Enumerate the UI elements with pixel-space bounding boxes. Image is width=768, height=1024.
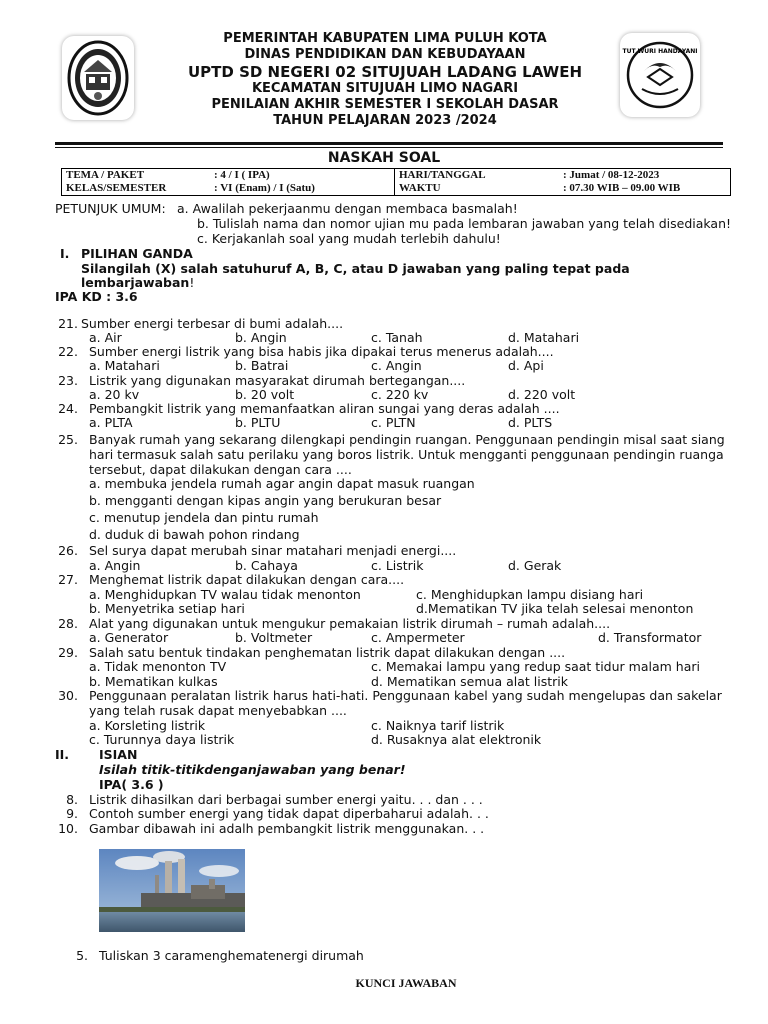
q21-number: 21. — [58, 316, 78, 331]
instruction-2-end: ! — [189, 275, 195, 290]
q29-option-a: a. Tidak menonton TV — [89, 659, 227, 674]
isian-9-number: 9. — [66, 806, 78, 821]
q25-text-line-3: tersebut, dapat dilakukan dengan cara .... — [89, 462, 352, 477]
q28-option-b: b. Voltmeter — [235, 630, 313, 645]
petunjuk-a: a. Awalilah pekerjaanmu dengan membaca basmalah! — [177, 201, 518, 216]
q30-text-line-2: yang telah rusak dapat menyebabkan .... — [89, 703, 347, 718]
q22-number: 22. — [58, 344, 78, 359]
instruction-2-text: lembarjawaban — [81, 275, 190, 290]
q25-option-c: c. menutup jendela dan pintu rumah — [89, 510, 319, 525]
q24-option-a: a. PLTA — [89, 415, 133, 430]
q26-number: 26. — [58, 543, 78, 558]
section-1-kd: IPA KD : 3.6 — [55, 289, 138, 304]
header-line-4: KECAMATAN SITUJUAH LIMO NAGARI — [251, 81, 519, 96]
section-2-numeral: II. — [55, 747, 70, 762]
q28-text: Alat yang digunakan untuk mengukur pemakaian listrik dirumah – rumah adalah.... — [89, 616, 611, 631]
q24-option-c: c. PLTN — [371, 415, 416, 430]
isian-5-number: 5. — [76, 948, 88, 963]
q22-option-d: d. Api — [508, 358, 544, 373]
q23-option-c: c. 220 kv — [371, 387, 429, 402]
waktu-label: WAKTU — [395, 182, 560, 196]
q27-number: 27. — [58, 572, 78, 587]
q24-text: Pembangkit listrik yang memanfaatkan aliran sungai yang deras adalah .... — [89, 401, 560, 416]
header-line-5: PENILAIAN AKHIR SEMESTER I SEKOLAH DASAR — [211, 97, 559, 112]
tut-wuri-handayani-logo — [620, 33, 700, 117]
q29-text: Salah satu bentuk tindakan penghematan listrik dapat dilakukan dengan .... — [89, 645, 566, 660]
isian-10-text: Gambar dibawah ini adalh pembangkit listrik menggunakan. . . — [89, 821, 485, 836]
q22-option-c: c. Angin — [371, 358, 422, 373]
q24-option-d: d. PLTS — [508, 415, 553, 430]
q21-option-b: b. Angin — [235, 330, 287, 345]
q26-option-c: c. Listrik — [371, 558, 424, 573]
q26-text: Sel surya dapat merubah sinar matahari menjadi energi.... — [89, 543, 457, 558]
q27-option-d: d.Mematikan TV jika telah selesai menonton — [416, 601, 694, 616]
header-school-name: UPTD SD NEGERI 02 SITUJUAH LADANG LAWEH — [188, 63, 582, 81]
q30-option-b: c. Turunnya daya listrik — [89, 732, 235, 747]
q26-option-a: a. Angin — [89, 558, 141, 573]
q28-option-d: d. Transformator — [598, 630, 702, 645]
q29-option-d: d. Mematikan semua alat listrik — [371, 674, 568, 689]
section-1-numeral: I. — [60, 246, 70, 261]
q27-option-b: b. Menyetrika setiap hari — [89, 601, 245, 616]
q23-text: Listrik yang digunakan masyarakat dirumah bertegangan.... — [89, 373, 466, 388]
isian-8-number: 8. — [66, 792, 78, 807]
tema-label: TEMA / PAKET — [66, 169, 145, 181]
q22-option-b: b. Batrai — [235, 358, 289, 373]
q25-option-a: a. membuka jendela rumah agar angin dapat masuk ruangan — [89, 476, 475, 491]
isian-8-text: Listrik dihasilkan dari berbagai sumber energi yaitu. . . dan . . . — [89, 792, 483, 807]
q25-option-b: b. mengganti dengan kipas angin yang berukuran besar — [89, 493, 442, 508]
section-1-instruction: Silangilah (X) salah satuhuruf A, B, C, atau D jawaban yang paling tepat pada — [81, 261, 630, 276]
q21-option-a: a. Air — [89, 330, 122, 345]
section-1-title: PILIHAN GANDA — [81, 246, 193, 261]
q24-option-b: b. PLTU — [235, 415, 281, 430]
q30-option-d: d. Rusaknya alat elektronik — [371, 732, 542, 747]
q28-option-c: c. Ampermeter — [371, 630, 465, 645]
q26-option-d: d. Gerak — [508, 558, 562, 573]
q26-option-b: b. Cahaya — [235, 558, 298, 573]
page-title: NASKAH SOAL — [327, 150, 441, 166]
petunjuk-b: b. Tulislah nama dan nomor ujian mu pada lembaran jawaban yang telah disediakan! — [197, 216, 732, 231]
q30-option-c: c. Naiknya tarif listrik — [371, 718, 505, 733]
kelas-label: KELAS/SEMESTER — [66, 182, 167, 194]
q30-text-line-1: Penggunaan peralatan listrik harus hati-hati. Penggunaan kabel yang sudah mengelupas dan sakelar — [89, 688, 722, 703]
q24-number: 24. — [58, 401, 78, 416]
hari-label: HARI/TANGGAL — [395, 169, 560, 183]
footer-answer-key: KUNCI JAWABAN — [355, 976, 457, 990]
q29-number: 29. — [58, 645, 78, 660]
waktu-value: : 07.30 WIB – 09.00 WIB — [563, 182, 681, 194]
power-plant-photo — [99, 849, 245, 932]
petunjuk-label: PETUNJUK UMUM: — [55, 201, 166, 216]
header-divider — [55, 142, 723, 145]
isian-9-text: Contoh sumber energi yang tidak dapat diperbaharui adalah. . . — [89, 806, 489, 821]
q23-option-b: b. 20 volt — [235, 387, 295, 402]
q27-text: Menghemat listrik dapat dilakukan dengan cara.... — [89, 572, 405, 587]
q27-option-c: c. Menghidupkan lampu disiang hari — [416, 587, 644, 602]
q28-number: 28. — [58, 616, 78, 631]
q25-text-line-1: Banyak rumah yang sekarang dilengkapi pendingin ruangan. Penggunaan pendingin misal saat siang — [89, 432, 725, 447]
q23-option-a: a. 20 kv — [89, 387, 140, 402]
isian-5-text: Tuliskan 3 caramenghematenergi dirumah — [99, 948, 364, 963]
header-line-2: DINAS PENDIDIKAN DAN KEBUDAYAAN — [244, 47, 526, 62]
q25-text-line-2: hari termasuk salah satu perilaku yang boros listrik. Untuk mengganti penggunaan pendingin ruanga — [89, 447, 724, 462]
q29-option-c: c. Memakai lampu yang redup saat tidur malam hari — [371, 659, 700, 674]
petunjuk-c: c. Kerjakanlah soal yang mudah terlebih dahulu! — [197, 231, 501, 246]
q23-number: 23. — [58, 373, 78, 388]
header-divider-thin — [55, 147, 723, 148]
q25-number: 25. — [58, 432, 78, 447]
q29-option-b: b. Mematikan kulkas — [89, 674, 218, 689]
header-line-6: TAHUN PELAJARAN 2023 /2024 — [273, 113, 497, 128]
q28-option-a: a. Generator — [89, 630, 169, 645]
q22-option-a: a. Matahari — [89, 358, 160, 373]
q23-option-d: d. 220 volt — [508, 387, 576, 402]
logo-motto-text: TUT WURI HANDAYANI — [622, 48, 698, 55]
header-line-1: PEMERINTAH KABUPATEN LIMA PULUH KOTA — [223, 31, 547, 46]
regency-emblem-logo — [62, 36, 134, 120]
exam-info-table — [61, 168, 731, 196]
q27-option-a: a. Menghidupkan TV walau tidak menonton — [89, 587, 361, 602]
section-2-kd: IPA( 3.6 ) — [99, 777, 164, 792]
section-2-instruction: Isilah titik-titikdenganjawaban yang benar! — [99, 762, 406, 777]
q21-text: Sumber energi terbesar di bumi adalah.... — [81, 316, 344, 331]
q21-option-c: c. Tanah — [371, 330, 423, 345]
section-1-instruction-2 — [81, 275, 194, 290]
tema-value: : 4 / I ( IPA) — [214, 169, 270, 181]
hari-value: : Jumat / 08-12-2023 — [563, 169, 660, 181]
isian-10-number: 10. — [58, 821, 78, 836]
q22-text: Sumber energi listrik yang bisa habis jika dipakai terus menerus adalah.... — [89, 344, 554, 359]
q30-number: 30. — [58, 688, 78, 703]
kelas-value: : VI (Enam) / I (Satu) — [214, 182, 315, 194]
q21-option-d: d. Matahari — [508, 330, 580, 345]
section-2-title: ISIAN — [99, 747, 138, 762]
q30-option-a: a. Korsleting listrik — [89, 718, 206, 733]
q25-option-d: d. duduk di bawah pohon rindang — [89, 527, 300, 542]
